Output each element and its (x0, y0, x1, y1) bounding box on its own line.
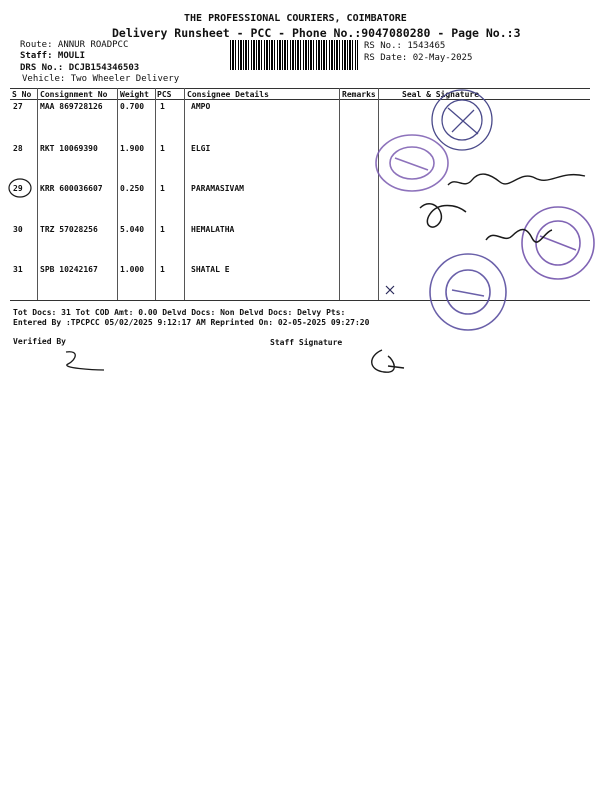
header-pcs: PCS (157, 90, 172, 99)
row-sno: 27 (13, 102, 23, 111)
vehicle-label: Vehicle: Two Wheeler Delivery (22, 74, 180, 84)
verified-by-label: Verified By (13, 337, 66, 346)
signature-mark (486, 230, 552, 243)
seal-stamp (376, 135, 448, 191)
row-consignment-no: RKT 10069390 (40, 144, 98, 153)
row-weight: 0.700 (120, 102, 145, 111)
signature-mark (386, 286, 394, 294)
header-consignee-details: Consignee Details (187, 90, 269, 99)
row-sno: 30 (13, 225, 23, 234)
row-weight: 5.040 (120, 225, 145, 234)
route-label: Route: ANNUR ROADPCC (20, 40, 129, 50)
row-consignment-no: KRR 600036607 (40, 184, 103, 193)
row-consignee: ELGI (191, 144, 211, 153)
seal-stamp (522, 207, 594, 279)
row-sno: 29 (13, 184, 23, 193)
entered-by-line: Entered By :TPCPCC 05/02/2025 9:12:17 AM Reprinted On: 02-05-2025 09:27:20 (13, 318, 370, 327)
row-consignment-no: MAA 869728126 (40, 102, 103, 111)
row-consignee: PARAMASIVAM (191, 184, 244, 193)
runsheet-title: Delivery Runsheet - PCC - Phone No.:9047080280 - Page No.:3 (112, 26, 521, 40)
header-weight: Weight (120, 90, 149, 99)
totals-line: Tot Docs: 31 Tot COD Amt: 0.00 Delvd Docs: Non Delvd Docs: Delvy Pts: (13, 308, 346, 317)
row-pcs: 1 (160, 265, 165, 274)
row-consignment-no: TRZ 57028256 (40, 225, 98, 234)
verified-signature (66, 352, 104, 370)
staff-label: Staff: MOULI (20, 51, 86, 61)
staff-signature (372, 350, 404, 372)
company-title: THE PROFESSIONAL COURIERS, COIMBATORE (184, 13, 407, 24)
row-weight: 1.900 (120, 144, 145, 153)
seal-stamp (432, 90, 492, 150)
row-pcs: 1 (160, 225, 165, 234)
header-consignment-no: Consignment No (40, 90, 108, 99)
row-pcs: 1 (160, 184, 165, 193)
row-weight: 1.000 (120, 265, 145, 274)
drs-number: DRS No.: DCJB154346503 (20, 63, 140, 73)
row-consignee: HEMALATHA (191, 225, 235, 234)
row-circle-mark (9, 179, 31, 197)
header-seal-signature: Seal & Signature (402, 90, 480, 99)
signature-mark (420, 204, 466, 227)
staff-signature-label: Staff Signature (270, 338, 343, 347)
rs-date: RS Date: 02-May-2025 (364, 53, 473, 63)
header-sno: S No (12, 90, 32, 99)
row-sno: 31 (13, 265, 23, 274)
row-pcs: 1 (160, 144, 165, 153)
row-consignee: AMPO (191, 102, 211, 111)
seal-stamp (430, 254, 506, 330)
row-weight: 0.250 (120, 184, 145, 193)
row-consignee: SHATAL E (191, 265, 230, 274)
row-consignment-no: SPB 10242167 (40, 265, 98, 274)
signature-mark (448, 174, 585, 185)
row-pcs: 1 (160, 102, 165, 111)
header-remarks: Remarks (342, 90, 376, 99)
rs-number: RS No.: 1543465 (364, 41, 446, 51)
row-sno: 28 (13, 144, 23, 153)
